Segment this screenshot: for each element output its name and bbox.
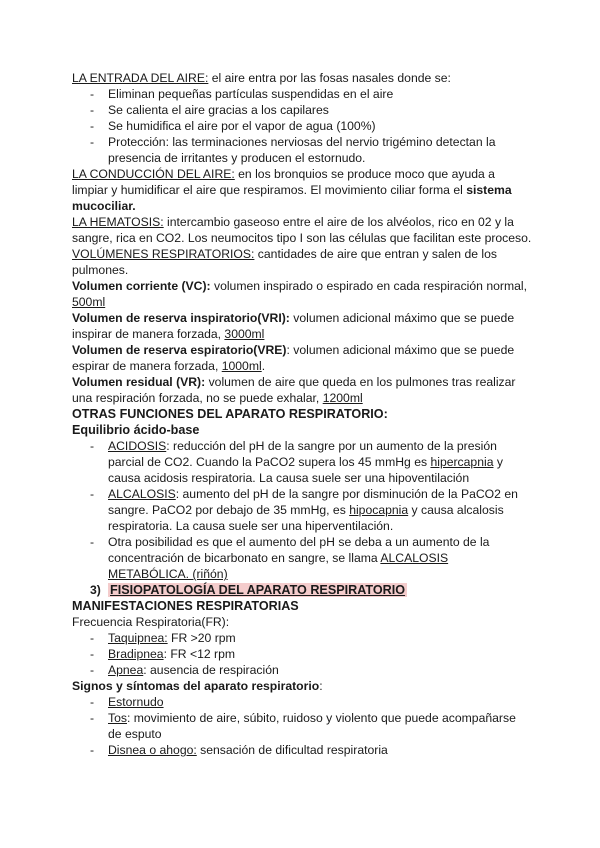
acidosis-term: ACIDOSIS [108, 439, 167, 453]
volumen-item [72, 278, 532, 310]
volumen-term: Volumen residual (VR): [72, 375, 206, 389]
fr-text: FR >20 rpm [167, 631, 236, 645]
list-item [72, 742, 532, 758]
hipercapnia-term: hipercapnia [430, 455, 494, 469]
signos-list [72, 694, 532, 758]
fr-list [72, 630, 532, 678]
signo-term: Estornudo [108, 695, 164, 709]
list-item: - Protección: las terminaciones nerviosas del nervio trigémino detectan la presencia de irritantes y producen el estornudo. [72, 134, 532, 166]
volumen-value: 500ml [72, 295, 106, 309]
volumen-tail: . [261, 359, 266, 373]
list-item [72, 662, 532, 678]
fr-term: Taquipnea: [108, 631, 168, 645]
volumen-term: Volumen de reserva espiratorio(VRE) [72, 343, 287, 357]
list-item: - Se calienta el aire gracias a los capilares [72, 102, 532, 118]
alcalosis-metabolica-term: ALCALOSIS METABÓLICA. (riñón) [108, 551, 449, 581]
list-item [72, 534, 532, 582]
volumenes-label: VOLÚMENES RESPIRATORIOS: [72, 247, 255, 261]
conduccion-bold: sistema mucociliar. [72, 183, 512, 213]
list-item: - Se humidifica el aire por el vapor de agua (100%) [72, 118, 532, 134]
volumenes-paragraph [72, 246, 532, 278]
signo-text: sensación de dificultad respiratoria [196, 743, 388, 757]
alcalosis-text: : aumento del pH de la sangre por disminución de la PaCO2 en sangre. PaCO2 por debajo de 35 mmHg, es [108, 487, 518, 517]
section-number: 3) [90, 583, 101, 597]
entrada-paragraph [72, 70, 532, 86]
volumen-text: volumen adicional máximo que se puede inspirar de manera forzada, [72, 311, 515, 341]
conduccion-text: en los bronquios se produce moco que ayuda a limpiar y humidificar el aire que respiramos. El movimiento ciliar forma el [72, 167, 495, 197]
alcalosis-term: ALCALOSIS [108, 487, 176, 501]
equilibrio-list [72, 438, 532, 582]
volumen-item [72, 374, 532, 406]
fr-text: : ausencia de respiración [143, 663, 279, 677]
volumenes-text: cantidades de aire que entran y salen de los pulmones. [72, 247, 497, 277]
document-page [72, 70, 532, 758]
volumen-text: : volumen adicional máximo que se puede espirar de manera forzada, [72, 343, 515, 373]
equilibrio-heading: Equilibrio ácido-base [72, 423, 200, 437]
signo-term: Tos [108, 711, 127, 725]
signo-text: : movimiento de aire, súbito, ruidoso y violento que puede acompañarse de esputo [108, 711, 516, 741]
fr-label: Frecuencia Respiratoria(FR): [72, 615, 230, 629]
list-item: - Eliminan pequeñas partículas suspendidas en el aire [72, 86, 532, 102]
alcalosis-text-end: y causa alcalosis respiratoria. La causa suele ser una hiperventilación. [108, 503, 504, 533]
volumen-value: 3000ml [224, 327, 265, 341]
volumen-text: volumen de aire que queda en los pulmones tras realizar una respiración forzada, no se puede exhalar, [72, 375, 516, 405]
list-item [72, 710, 532, 742]
signos-paragraph [72, 678, 532, 694]
hipocapnia-term: hipocapnia [349, 503, 409, 517]
hematosis-paragraph [72, 214, 532, 246]
fr-text: : FR <12 rpm [163, 647, 236, 661]
fr-term: Apnea [108, 663, 144, 677]
volumen-item [72, 310, 532, 342]
volumen-term: Volumen corriente (VC): [72, 279, 211, 293]
acidosis-text: : reducción del pH de la sangre por un aumento de la presión parcial de CO2. Cuando la PaCO2 supera los 45 mmHg es [108, 439, 497, 469]
section-title: FISIOPATOLOGÍA DEL APARATO RESPIRATORIO [110, 583, 406, 597]
list-item [72, 630, 532, 646]
hematosis-text: intercambio gaseoso entre el aire de los alvéolos, rico en 02 y la sangre, rica en CO2. Los neumocitos tipo I son las células que facilitan este proceso. [72, 215, 532, 245]
signo-term: Disnea o ahogo: [108, 743, 197, 757]
volumen-value: 1200ml [322, 391, 363, 405]
entrada-text: el aire entra por las fosas nasales donde se: [208, 71, 451, 85]
list-item [72, 438, 532, 486]
volumen-value: 1000ml [221, 359, 262, 373]
volumen-item [72, 342, 532, 374]
list-item [72, 646, 532, 662]
list-item [72, 486, 532, 534]
manifestaciones-heading: MANIFESTACIONES RESPIRATORIAS [72, 599, 299, 613]
volumen-term: Volumen de reserva inspiratorio(VRI): [72, 311, 290, 325]
fr-term: Bradipnea [108, 647, 164, 661]
signos-label: Signos y síntomas del aparato respiratorio [72, 679, 320, 693]
list-item [72, 694, 532, 710]
conduccion-paragraph [72, 166, 532, 214]
section-3-heading [72, 582, 532, 598]
volumen-text: volumen inspirado o espirado en cada respiración normal, [210, 279, 527, 293]
otras-heading: OTRAS FUNCIONES DEL APARATO RESPIRATORIO: [72, 407, 388, 421]
otra-text: Otra posibilidad es que el aumento del pH se deba a un aumento de la concentración de bicarbonato en sangre, se llama [108, 535, 490, 565]
signos-colon: : [319, 679, 323, 693]
entrada-list [72, 86, 532, 166]
conduccion-label: LA CONDUCCIÓN DEL AIRE: [72, 167, 235, 181]
entrada-label: LA ENTRADA DEL AIRE: [72, 71, 209, 85]
acidosis-text-end: y causa acidosis respiratoria. La causa suele ser una hipoventilación [108, 455, 503, 485]
hematosis-label: LA HEMATOSIS: [72, 215, 164, 229]
